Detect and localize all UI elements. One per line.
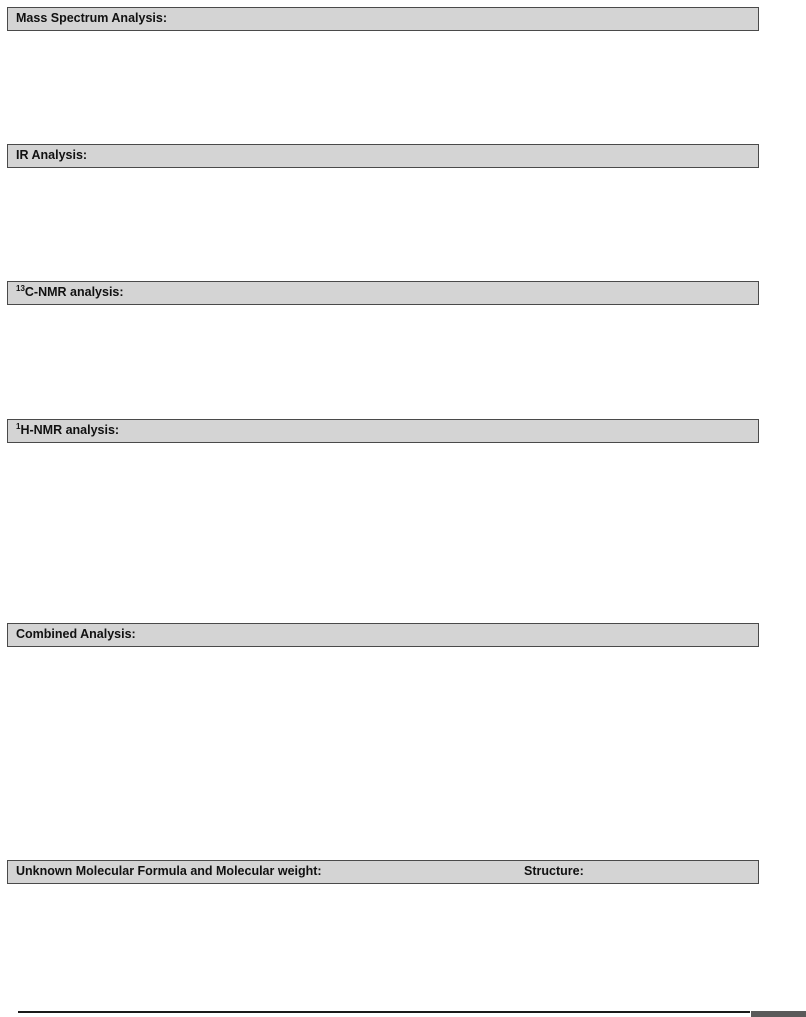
footer-corner-block	[751, 1011, 806, 1017]
unknown-formula-heading: Unknown Molecular Formula and Molecular weight:	[16, 864, 322, 878]
ir-section-header	[7, 144, 759, 168]
mass-spectrum-answer-area[interactable]	[7, 31, 759, 144]
combined-section-header	[7, 623, 759, 647]
footer-divider	[18, 1011, 750, 1013]
h1-nmr-section-header	[7, 419, 759, 443]
structure-heading: Structure:	[524, 864, 584, 878]
h1-nmr-heading: H-NMR analysis:	[20, 423, 120, 437]
combined-heading: Combined Analysis:	[16, 627, 136, 641]
c13-nmr-section-header	[7, 281, 759, 305]
ir-answer-area[interactable]	[7, 168, 759, 281]
c13-nmr-heading: C-NMR analysis:	[24, 285, 124, 299]
h1-superscript: 1	[16, 422, 21, 431]
mass-spectrum-section-header	[7, 7, 759, 31]
h1-nmr-answer-area[interactable]	[7, 443, 759, 623]
unknown-answer-area[interactable]	[7, 884, 759, 1006]
unknown-section-header	[7, 860, 759, 884]
c13-superscript: 13	[16, 284, 25, 293]
mass-spectrum-heading: Mass Spectrum Analysis:	[16, 11, 167, 25]
ir-heading: IR Analysis:	[16, 148, 88, 162]
c13-nmr-answer-area[interactable]	[7, 305, 759, 419]
combined-answer-area[interactable]	[7, 647, 759, 860]
